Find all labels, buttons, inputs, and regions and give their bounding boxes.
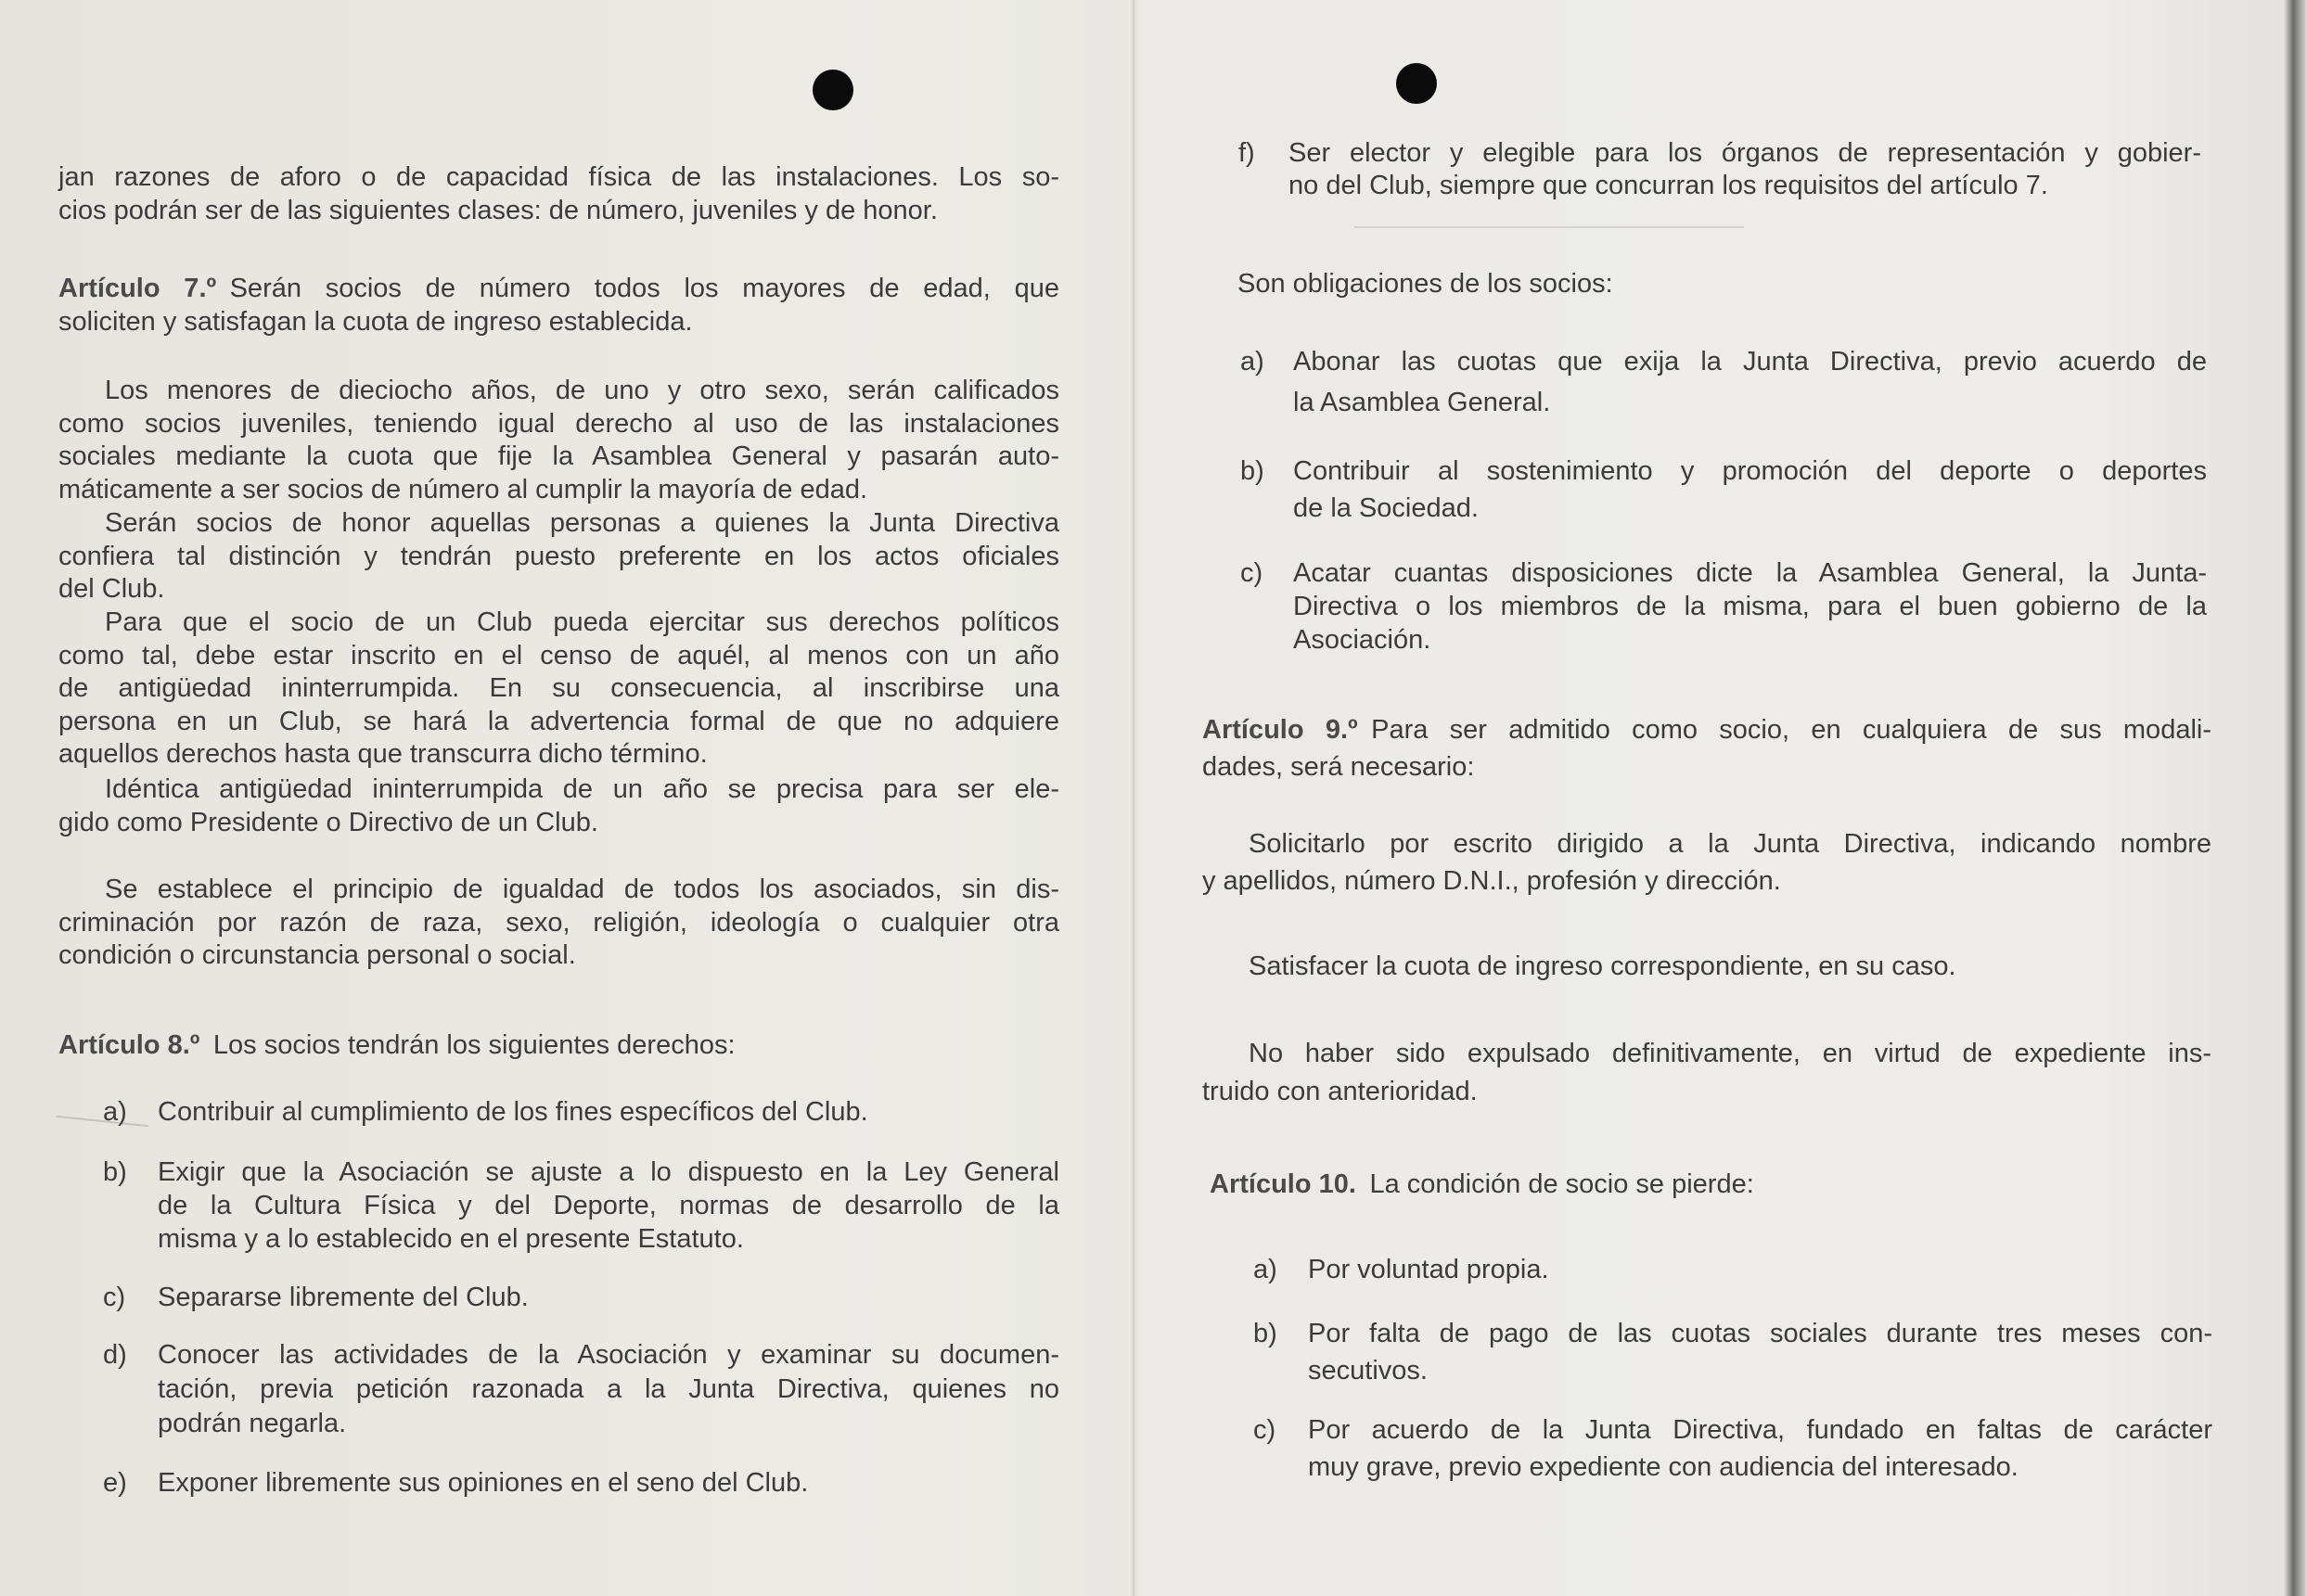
article-heading: Artículo 7.º: [58, 274, 217, 303]
article-text: La condición de socio se pierde:: [1369, 1169, 1754, 1199]
text-line: Contribuir al sostenimiento y promoción del deporte o deportes: [1293, 456, 2207, 486]
obligaciones-heading: [1237, 267, 2202, 300]
text-line: como tal, debe estar inscrito en el censo de aquél, al menos con un año: [58, 640, 1059, 670]
text-line: de la Cultura Física y del Deporte, normas de desarrollo de la: [158, 1191, 1059, 1220]
list-label: a): [1240, 347, 1264, 377]
text-line: la Asamblea General.: [1293, 388, 1551, 417]
requisito-cuota: [1202, 948, 2211, 985]
article-10: [1210, 1168, 2211, 1201]
text-line: máticamente a ser socios de número al cumplir la mayoría de edad.: [58, 474, 868, 504]
text-line: soliciten y satisfagan la cuota de ingreso establecida.: [58, 306, 693, 337]
text-line: gido como Presidente o Directivo de un Club.: [58, 807, 598, 837]
text-line: [58, 273, 1059, 306]
intro-paragraph: [58, 161, 1059, 225]
list-text: [158, 1156, 1059, 1256]
list-label: c): [103, 1283, 126, 1312]
list-item-b: [103, 1156, 1059, 1254]
list-text: [1308, 1315, 2212, 1389]
text-line: persona en un Club, se hará la advertencia formal de que no adquiere: [58, 706, 1059, 736]
text-line: Asociación.: [1293, 625, 1431, 655]
list-text: [1308, 1411, 2212, 1486]
article-heading: Artículo 9.º: [1202, 715, 1358, 745]
text-line: misma y a lo establecido en el presente Estatuto.: [158, 1224, 744, 1254]
text-line: Ser elector y elegible para los órganos de representación y gobier-: [1288, 138, 2201, 168]
list-text: [158, 1466, 1059, 1500]
article-8: [58, 1029, 1059, 1063]
text-line: Separarse libremente del Club.: [158, 1283, 529, 1312]
list-text: [1293, 341, 2207, 423]
article-9: [1202, 711, 2211, 782]
obligacion-a: [1240, 341, 2207, 417]
text-line: y apellidos, número D.N.I., profesión y dirección.: [1202, 866, 1781, 896]
text-line: Satisfacer la cuota de ingreso correspondiente, en su caso.: [1249, 951, 1956, 981]
text-line: [1210, 1168, 2211, 1201]
text-line: Conocer las actividades de la Asociación y examinar su documen-: [158, 1340, 1059, 1370]
paragraph-igualdad: [58, 874, 1059, 970]
text-line: podrán negarla.: [158, 1409, 347, 1438]
text-line: condición o circunstancia personal o social.: [58, 940, 576, 970]
article-7: [58, 273, 1059, 337]
list-text: [1308, 1253, 2212, 1286]
paragraph-derechos-politicos: [58, 606, 1059, 769]
list-text: [158, 1338, 1059, 1441]
list-text: [1293, 556, 2207, 657]
list-item-f: [1238, 137, 2201, 200]
article-text: Para ser admitido como socio, en cualquiera de sus modali-: [1371, 715, 2211, 745]
list-label: d): [103, 1340, 127, 1370]
text-line: jan razones de aforo o de capacidad física de las instalaciones. Los so-: [58, 162, 1059, 192]
article-text: Los socios tendrán los siguientes derechos:: [212, 1030, 736, 1060]
article-text: Serán socios de número todos los mayores de edad, que: [229, 274, 1059, 303]
paragraph-antiguedad: [58, 773, 1059, 837]
article-heading: Artículo 8.º: [58, 1030, 200, 1060]
text-line: muy grave, previo expediente con audiencia del interesado.: [1308, 1452, 2019, 1482]
paragraph-juveniles: [58, 375, 1059, 504]
text-line: confiera tal distinción y tendrán puesto preferente en los actos oficiales: [58, 541, 1059, 571]
list-label: e): [103, 1468, 127, 1498]
list-item-e: [103, 1466, 1059, 1500]
paragraph-honor: [58, 507, 1059, 604]
perdida-c: [1253, 1411, 2212, 1482]
text-line: Acatar cuantas disposiciones dicte la Asamblea General, la Junta-: [1293, 558, 2207, 588]
text-line: Exponer libremente sus opiniones en el seno del Club.: [158, 1468, 809, 1498]
list-item-d: [103, 1338, 1059, 1438]
text-line: tación, previa petición razonada a la Junta Directiva, quienes no: [158, 1374, 1059, 1404]
text-line: Se establece el principio de igualdad de todos los asociados, sin dis-: [105, 875, 1059, 904]
perdida-a: [1253, 1253, 2212, 1286]
text-line: Directiva o los miembros de la misma, para el buen gobierno de la: [1293, 592, 2207, 621]
text-line: criminación por razón de raza, sexo, religión, ideología o cualquier otra: [58, 907, 1059, 938]
text-line: truido con anterioridad.: [1202, 1077, 1478, 1106]
text-line: Serán socios de honor aquellas personas a quienes la Junta Directiva: [105, 508, 1059, 538]
text-line: Exigir que la Asociación se ajuste a lo dispuesto en la Ley General: [158, 1157, 1059, 1187]
perdida-b: [1253, 1315, 2212, 1385]
text-line: Idéntica antigüedad ininterrumpida de un año se precisa para ser ele-: [105, 774, 1059, 804]
faded-rule: [1354, 226, 1744, 228]
requisito-solicitud: [1202, 825, 2211, 896]
list-label: c): [1253, 1415, 1276, 1445]
list-text: [1293, 453, 2207, 527]
text-line: Contribuir al cumplimiento de los fines específicos del Club.: [158, 1097, 868, 1127]
list-item-c: [103, 1281, 1059, 1314]
list-text: [1288, 137, 2201, 202]
text-line: Abonar las cuotas que exija la Junta Directiva, previo acuerdo de: [1293, 347, 2207, 377]
list-label: f): [1238, 138, 1255, 168]
page-fold: [1133, 0, 1134, 1596]
text-line: del Club.: [58, 574, 165, 604]
text-line: Solicitarlo por escrito dirigido a la Junta Directiva, indicando nombre: [1249, 829, 2211, 859]
text-line: Por voluntad propia.: [1308, 1255, 1549, 1284]
list-label: b): [1253, 1319, 1277, 1348]
text-line: Para que el socio de un Club pueda ejercitar sus derechos políticos: [105, 607, 1059, 637]
text-line: no del Club, siempre que concurran los requisitos del artículo 7.: [1288, 171, 2048, 200]
list-text: [158, 1095, 1059, 1129]
list-text: [158, 1281, 1059, 1314]
list-item-a: [103, 1095, 1059, 1129]
text-line: secutivos.: [1308, 1356, 1428, 1385]
list-label: b): [103, 1157, 127, 1187]
text-line: Los menores de dieciocho años, de uno y otro sexo, serán calificados: [105, 376, 1059, 405]
article-heading: Artículo 10.: [1210, 1169, 1356, 1199]
text-line: Por falta de pago de las cuotas sociales durante tres meses con-: [1308, 1319, 2212, 1348]
text-line: aquellos derechos hasta que transcurra dicho término.: [58, 739, 708, 769]
text-line: No haber sido expulsado definitivamente, en virtud de expediente ins-: [1249, 1039, 2211, 1068]
text-line: Son obligaciones de los socios:: [1237, 269, 1613, 299]
text-line: de la Sociedad.: [1293, 493, 1479, 523]
punch-hole-right: [1396, 63, 1437, 104]
punch-hole-left: [813, 70, 853, 110]
text-line: sociales mediante la cuota que fije la Asamblea General y pasarán auto-: [58, 441, 1059, 471]
text-line: como socios juveniles, teniendo igual derecho al uso de las instalaciones: [58, 408, 1059, 439]
list-label: c): [1240, 558, 1263, 588]
text-line: [58, 1029, 1059, 1063]
text-line: cios podrán ser de las siguientes clases: de número, juveniles y de honor.: [58, 195, 938, 225]
obligacion-c: [1240, 556, 2207, 655]
list-label: b): [1240, 456, 1264, 486]
list-label: a): [103, 1097, 127, 1127]
list-label: a): [1253, 1255, 1277, 1284]
text-line: Por acuerdo de la Junta Directiva, fundado en faltas de carácter: [1308, 1415, 2212, 1445]
text-line: dades, será necesario:: [1202, 752, 1475, 782]
text-line: [1202, 711, 2211, 748]
requisito-expulsion: [1202, 1035, 2211, 1106]
obligacion-b: [1240, 453, 2207, 523]
text-line: de antigüedad ininterrumpida. En su consecuencia, al inscribirse una: [58, 673, 1059, 703]
